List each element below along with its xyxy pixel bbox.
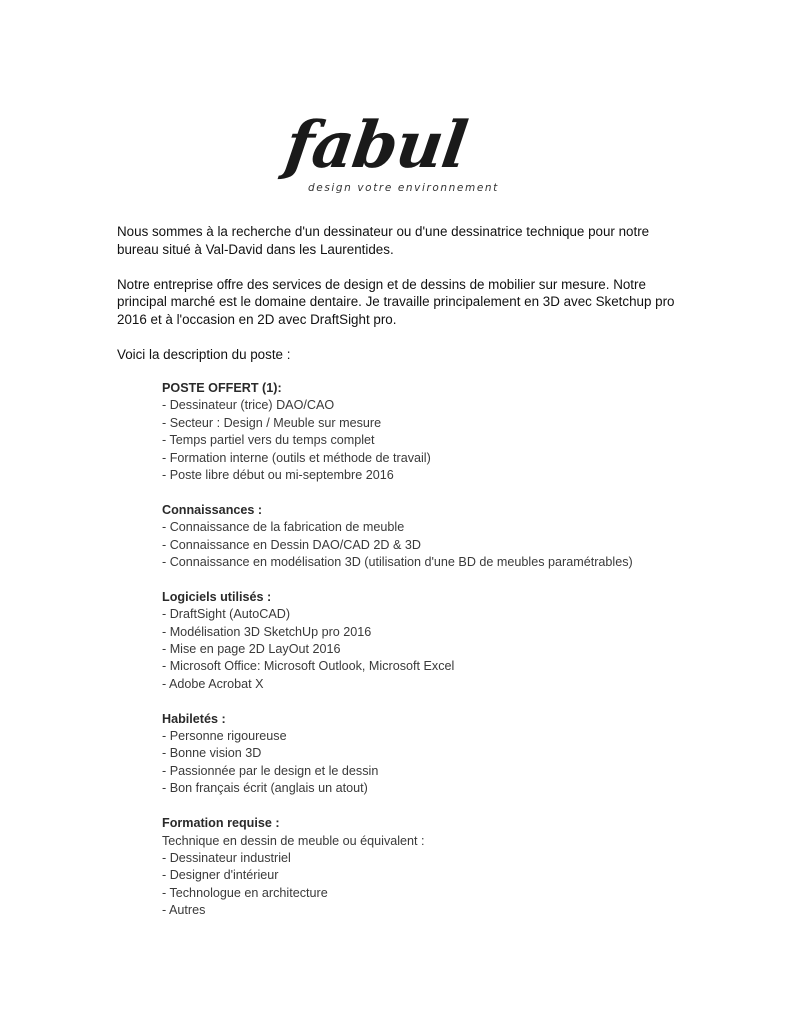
section-title: Formation requise : [162,816,280,831]
list-item: - Secteur : Design / Meuble sur mesure [162,415,382,430]
section-title: POSTE OFFERT (1): [162,381,282,395]
list-item: - Modélisation 3D SketchUp pro 2016 [162,624,372,639]
list-item: - Bonne vision 3D [162,746,262,761]
list-item: - Formation interne (outils et méthode de travail) [162,450,431,465]
list-item: - Temps partiel vers du temps complet [162,433,375,448]
section-title: Logiciels utilisés : [162,589,272,604]
job-details [162,380,682,937]
list-item: - Adobe Acrobat X [162,676,264,691]
logo-tagline: design votre environnement [308,182,499,194]
section-title: Connaissances : [162,502,263,517]
intro-text [117,223,677,381]
list-item: - Technologue en architecture [162,885,328,900]
section-formation-requise [162,815,682,919]
list-item: - Bon français écrit (anglais un atout) [162,781,368,796]
company-logo [280,104,516,200]
list-item: - Poste libre début ou mi-septembre 2016 [162,468,394,483]
list-item: - Mise en page 2D LayOut 2016 [162,642,341,657]
list-item: - Connaissance en Dessin DAO/CAD 2D & 3D [162,537,421,552]
section-habiletes [162,711,682,798]
list-item: - Microsoft Office: Microsoft Outlook, Microsoft Excel [162,659,455,674]
intro-paragraph-3: Voici la description du poste : [117,346,291,362]
section-connaissances [162,502,682,572]
list-item: - Connaissance en modélisation 3D (utilisation d'une BD de meubles paramétrables) [162,555,633,570]
list-item: - Personne rigoureuse [162,729,287,744]
section-poste-offert [162,380,682,484]
list-item: - Dessinateur industriel [162,850,291,865]
list-item: - Connaissance de la fabrication de meuble [162,520,405,535]
section-title: Habiletés : [162,711,226,726]
logo-wordmark: fabul [280,108,471,183]
list-item: - DraftSight (AutoCAD) [162,607,291,622]
list-item: Technique en dessin de meuble ou équivalent : [162,833,425,848]
section-logiciels [162,589,682,693]
intro-paragraph-1: Nous sommes à la recherche d'un dessinateur ou d'une dessinatrice technique pour notre bureau situé à Val-David dans les Laurentides. [117,224,650,257]
intro-paragraph-2: Notre entreprise offre des services de design et de dessins de mobilier sur mesure. Notre principal marché est le domaine dentaire. Je travaille principalement en 3D avec Sketchup pro 2016 et à l'occasion en 2D avec DraftSight pro. [117,276,675,327]
list-item: - Autres [162,903,206,918]
list-item: - Passionnée par le design et le dessin [162,763,379,778]
list-item: - Designer d'intérieur [162,868,279,883]
list-item: - Dessinateur (trice) DAO/CAO [162,398,335,413]
